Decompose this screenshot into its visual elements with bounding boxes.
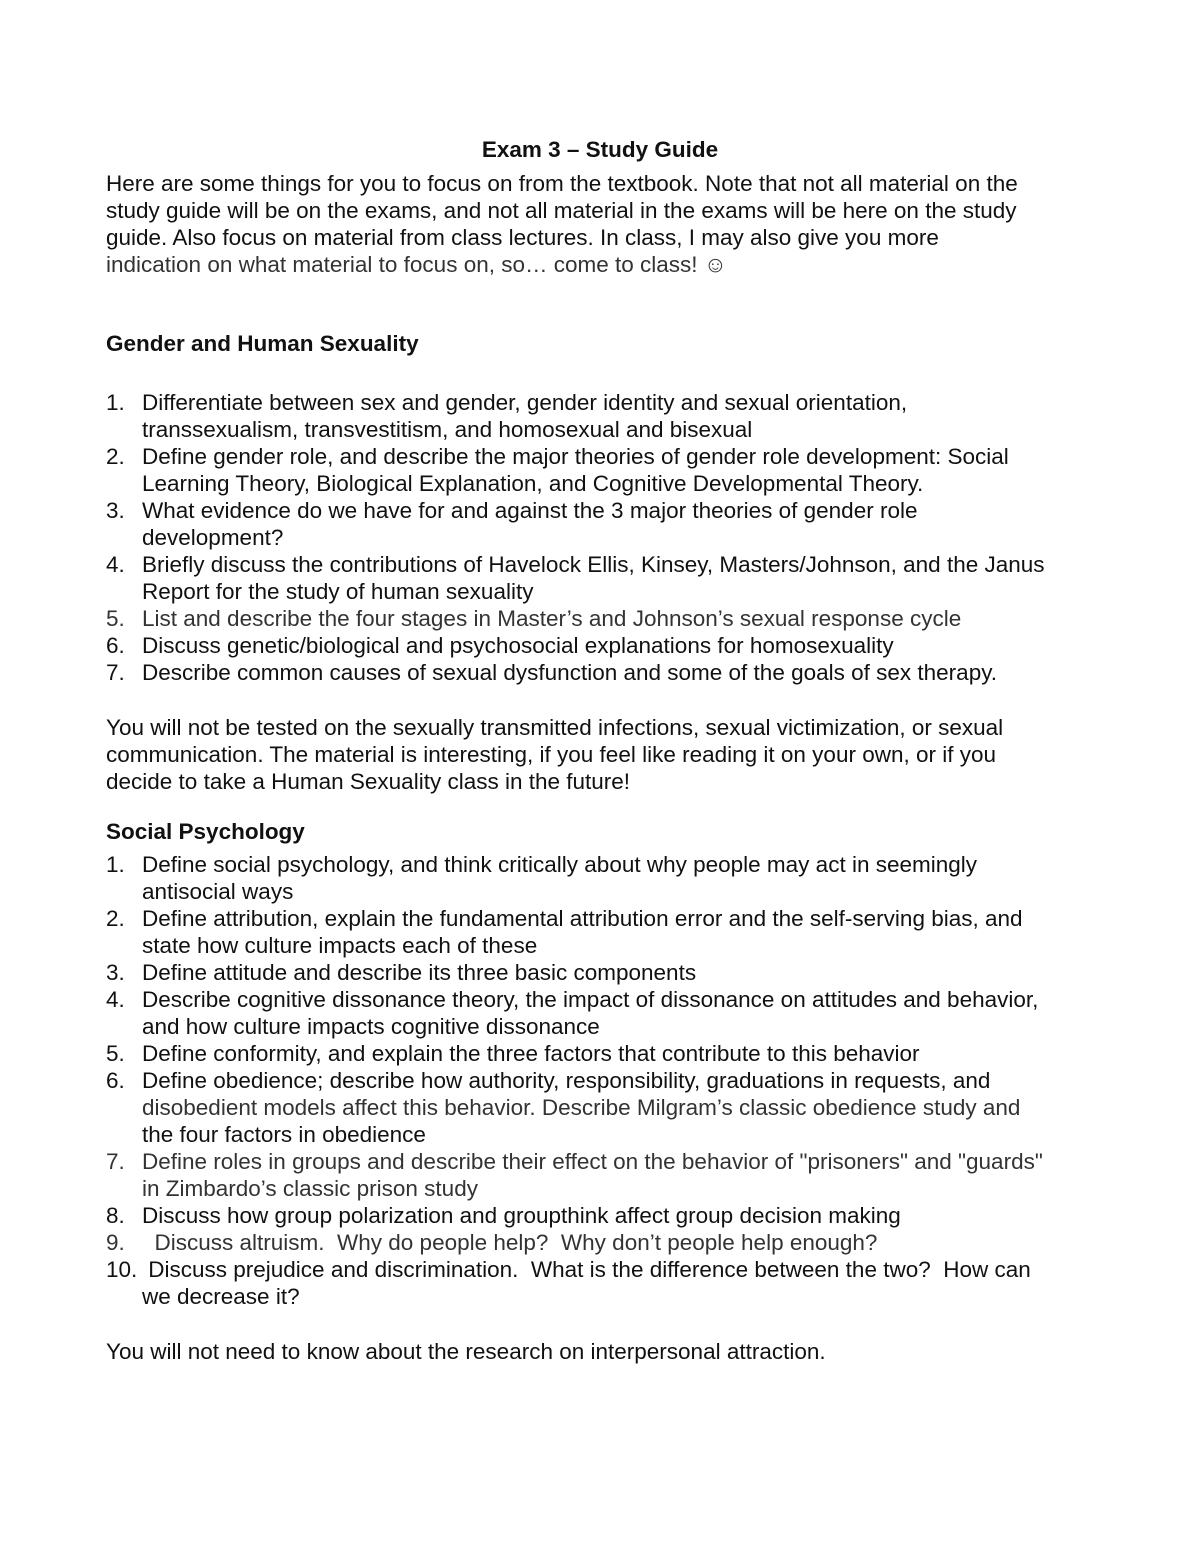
list-item bbox=[106, 632, 1106, 659]
item-text: Define gender role, and describe the major theories of gender role development: Social bbox=[142, 444, 1009, 469]
page-title: Exam 3 – Study Guide bbox=[481, 137, 719, 162]
item-number: 4. bbox=[106, 552, 125, 577]
item-number: 8. bbox=[106, 1203, 125, 1228]
item-text: Briefly discuss the contributions of Havelock Ellis, Kinsey, Masters/Johnson, and the Janus bbox=[142, 552, 1045, 577]
list-item bbox=[106, 497, 1106, 551]
intro-line: guide. Also focus on material from class lectures. In class, I may also give you more bbox=[106, 225, 939, 250]
intro-line: Here are some things for you to focus on from the textbook. Note that not all material on the bbox=[106, 171, 1018, 196]
item-text: state how culture impacts each of these bbox=[142, 933, 538, 958]
item-text: Describe common causes of sexual dysfunction and some of the goals of sex therapy. bbox=[142, 660, 998, 685]
social-topic-list bbox=[106, 851, 1106, 1310]
gender-topic-list bbox=[106, 389, 1106, 686]
item-text: Define social psychology, and think critically about why people may act in seemingly bbox=[142, 852, 978, 877]
item-text: the four factors in obedience bbox=[142, 1122, 426, 1147]
list-item bbox=[106, 905, 1106, 959]
item-number: 9. bbox=[106, 1230, 125, 1255]
item-number: 7. bbox=[106, 1149, 125, 1174]
item-number: 3. bbox=[106, 498, 125, 523]
list-item bbox=[106, 605, 1106, 632]
item-number: 6. bbox=[106, 1068, 125, 1093]
item-text: and how culture impacts cognitive dissonance bbox=[142, 1014, 600, 1039]
note-line: communication. The material is interesting, if you feel like reading it on your own, or if you bbox=[106, 742, 997, 767]
item-text: Discuss prejudice and discrimination. What is the difference between the two? How can bbox=[142, 1257, 1031, 1282]
item-text: disobedient models affect this behavior. Describe Milgram’s classic obedience study and bbox=[142, 1095, 1021, 1120]
item-number: 2. bbox=[106, 444, 125, 469]
item-number: 1. bbox=[106, 390, 125, 415]
item-number: 5. bbox=[106, 606, 125, 631]
intro-line: study guide will be on the exams, and not all material in the exams will be here on the study bbox=[106, 198, 1017, 223]
item-text: What evidence do we have for and against the 3 major theories of gender role bbox=[142, 498, 918, 523]
intro-line: indication on what material to focus on, so… come to class! ☺ bbox=[106, 252, 727, 277]
list-item bbox=[106, 959, 1106, 986]
item-number: 4. bbox=[106, 987, 125, 1012]
note-line: You will not be tested on the sexually transmitted infections, sexual victimization, or sexual bbox=[106, 715, 1004, 740]
item-number: 2. bbox=[106, 906, 125, 931]
item-number: 5. bbox=[106, 1041, 125, 1066]
gender-note-paragraph bbox=[106, 714, 1106, 795]
social-note-paragraph bbox=[106, 1338, 1106, 1365]
list-item bbox=[106, 659, 1106, 686]
item-text: Discuss how group polarization and groupthink affect group decision making bbox=[142, 1203, 901, 1228]
list-item bbox=[106, 986, 1106, 1040]
item-number: 7. bbox=[106, 660, 125, 685]
list-item bbox=[106, 443, 1106, 497]
list-item bbox=[106, 551, 1106, 605]
item-text: List and describe the four stages in Master’s and Johnson’s sexual response cycle bbox=[142, 606, 962, 631]
list-item bbox=[106, 1202, 1106, 1229]
item-text: Define roles in groups and describe their effect on the behavior of "prisoners" and "guards" bbox=[142, 1149, 1043, 1174]
item-text: Discuss genetic/biological and psychosocial explanations for homosexuality bbox=[142, 633, 894, 658]
note-line: decide to take a Human Sexuality class in the future! bbox=[106, 769, 631, 794]
item-text: Describe cognitive dissonance theory, the impact of dissonance on attitudes and behavior, bbox=[142, 987, 1039, 1012]
item-text: Define attribution, explain the fundamental attribution error and the self-serving bias, and bbox=[142, 906, 1023, 931]
list-item bbox=[106, 1148, 1106, 1202]
item-text: in Zimbardo’s classic prison study bbox=[142, 1176, 478, 1201]
list-item bbox=[106, 1067, 1106, 1148]
item-text: we decrease it? bbox=[142, 1284, 300, 1309]
section-heading-gender: Gender and Human Sexuality bbox=[106, 331, 419, 356]
list-item bbox=[106, 1229, 1106, 1256]
item-text: Learning Theory, Biological Explanation, and Cognitive Developmental Theory. bbox=[142, 471, 924, 496]
item-number: 10. bbox=[106, 1257, 138, 1282]
list-item bbox=[106, 389, 1106, 443]
item-text: Define attitude and describe its three basic components bbox=[142, 960, 697, 985]
note-line: You will not need to know about the research on interpersonal attraction. bbox=[106, 1339, 826, 1364]
item-number: 6. bbox=[106, 633, 125, 658]
item-text: Define conformity, and explain the three factors that contribute to this behavior bbox=[142, 1041, 920, 1066]
intro-paragraph bbox=[106, 170, 1106, 278]
section-heading-social: Social Psychology bbox=[106, 819, 305, 844]
item-text: development? bbox=[142, 525, 284, 550]
item-number: 1. bbox=[106, 852, 125, 877]
item-text: Discuss altruism. Why do people help? Why don’t people help enough? bbox=[142, 1230, 878, 1255]
list-item bbox=[106, 1256, 1106, 1310]
item-text: transsexualism, transvestitism, and homosexual and bisexual bbox=[142, 417, 753, 442]
item-text: Define obedience; describe how authority, responsibility, graduations in requests, and bbox=[142, 1068, 991, 1093]
item-text: antisocial ways bbox=[142, 879, 294, 904]
item-number: 3. bbox=[106, 960, 125, 985]
item-text: Report for the study of human sexuality bbox=[142, 579, 534, 604]
list-item bbox=[106, 1040, 1106, 1067]
item-text: Differentiate between sex and gender, gender identity and sexual orientation, bbox=[142, 390, 908, 415]
list-item bbox=[106, 851, 1106, 905]
